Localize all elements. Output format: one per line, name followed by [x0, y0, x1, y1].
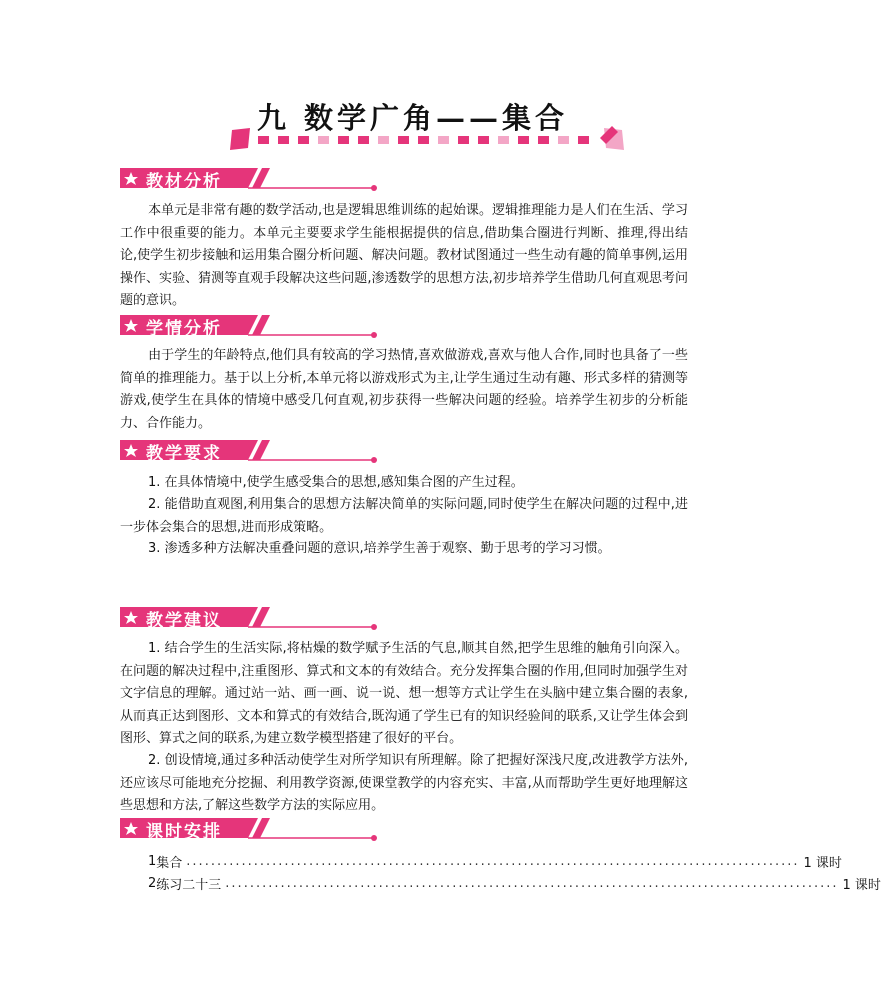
requirement-item: 3. 渗透多种方法解决重叠问题的意识,培养学生善于观察、勤于思考的学习习惯。: [148, 541, 611, 556]
schedule-time: 1 课时: [803, 855, 842, 871]
section-heading-suggestions: [120, 605, 380, 631]
section-heading-analysis: [120, 166, 380, 192]
schedule-number: 1: [148, 853, 157, 869]
section-title: 课时安排: [146, 822, 222, 842]
section-heading-schedule: [120, 816, 380, 842]
analysis-paragraph: 本单元是非常有趣的数学活动,也是逻辑思维训练的起始课。逻辑推理能力是人们在生活、学习工作中很重要的能力。本单元主要要求学生能根据提供的信息,借助集合圈进行判断、推理,得出结论,使学生初步接触和运用集合圈分析问题、解决问题。教材试图通过一些生动有趣的简单事例,运用操作、实验、猜测等直观手段解决这些问题,渗透数学的思想方法,初步培养学生借助几何直观思考问题的意识。: [120, 203, 688, 309]
requirement-item: 2. 能借助直观图,利用集合的思想方法解决简单的实际问题,同时使学生在解决问题的过程中,进一步体会集合的思想,进而形成策略。: [120, 497, 688, 535]
requirement-item: 1. 在具体情境中,使学生感受集合的思想,感知集合图的产生过程。: [148, 475, 524, 490]
suggestion-item: 2. 创设情境,通过多种活动使学生对所学知识有所理解。除了把握好深浅尺度,改进教学方法外,还应该尽可能地充分挖掘、利用教学资源,使课堂教学的内容充实、丰富,从而帮助学生更好地理解这些思想和方法,了解这些数学方法的实际应用。: [120, 753, 688, 814]
schedule-row: [148, 873, 881, 893]
schedule-name: 集合: [156, 855, 183, 871]
schedule-time: 1 课时: [842, 877, 881, 893]
schedule-row: [148, 851, 842, 871]
section-title: 学情分析: [146, 319, 222, 339]
page-title: 九 数学广角——集合: [256, 101, 569, 135]
section-heading-students: [120, 313, 380, 339]
section-heading-requirements: [120, 438, 380, 464]
suggestion-item: 1. 结合学生的生活实际,将枯燥的数学赋予生活的气息,顺其自然,把学生思维的触角引向深入。在问题的解决过程中,注重图形、算式和文本的有效结合。充分发挥集合圈的作用,但同时加强学生对文字信息的理解。通过站一站、画一画、说一说、想一想等方式让学生在头脑中建立集合圈的表象,从而真正达到图形、文本和算式的有效结合,既沟通了学生已有的知识经验间的联系,又让学生体会到图形、算式之间的联系,为建立数学模型搭建了很好的平台。: [120, 641, 688, 747]
leader-dots: ....................................................................................................: [186, 853, 800, 869]
section-title: 教学要求: [146, 444, 222, 464]
section-title: 教学建议: [146, 611, 222, 631]
leader-dots: ....................................................................................................: [225, 875, 839, 891]
section-title: 教材分析: [146, 172, 222, 192]
schedule-number: 2: [148, 875, 157, 891]
schedule-name: 练习二十三: [156, 877, 222, 893]
students-paragraph: 由于学生的年龄特点,他们具有较高的学习热情,喜欢做游戏,喜欢与他人合作,同时也具备了一些简单的推理能力。基于以上分析,本单元将以游戏形式为主,让学生通过生动有趣、形式多样的猜测等游戏,使学生在具体的情境中感受几何直观,初步获得一些解决问题的经验。培养学生初步的分析能力、合作能力。: [120, 348, 688, 431]
title-decoration: [228, 124, 628, 156]
